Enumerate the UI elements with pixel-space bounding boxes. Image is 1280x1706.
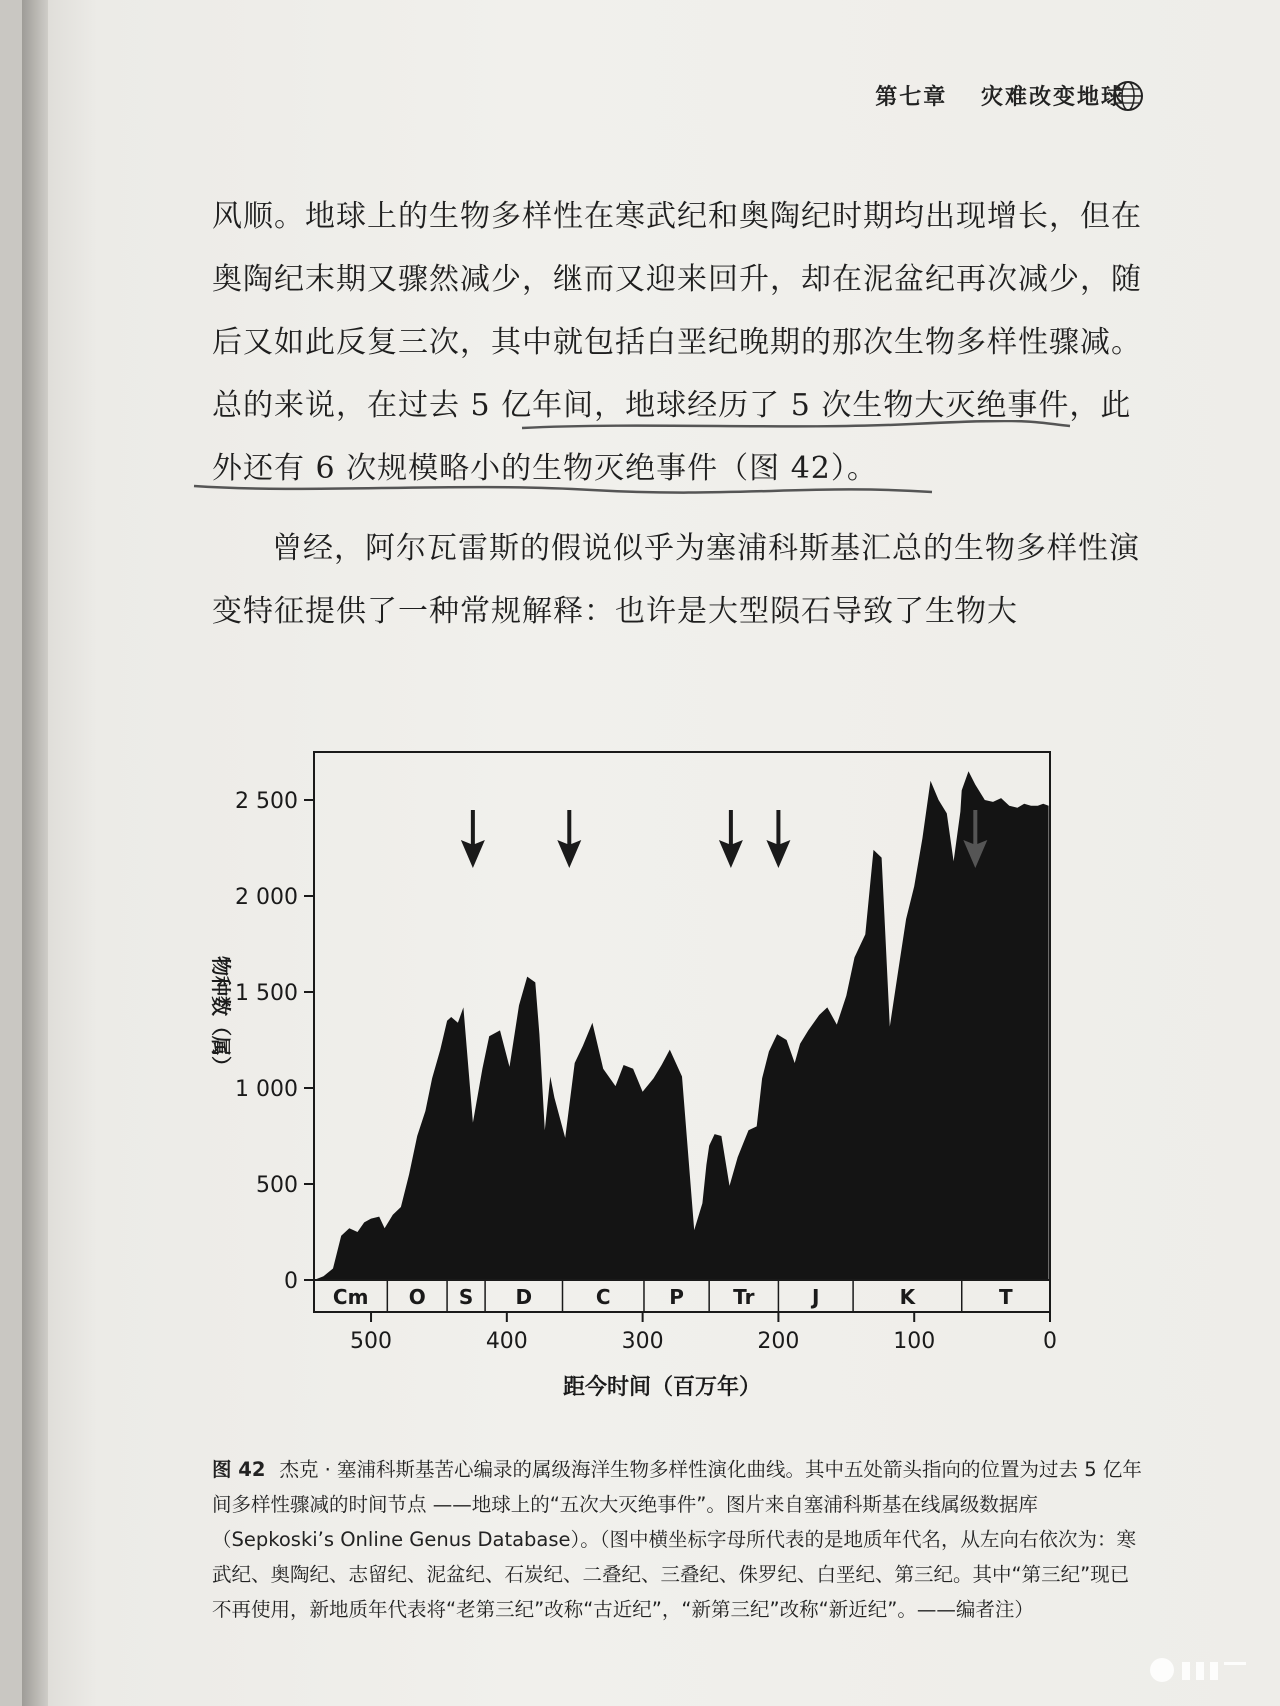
paragraph-2-text: 曾经，阿尔瓦雷斯的假说似乎为塞浦科斯基汇总的生物多样性演变特征提供了一种常规解释：也许是大型陨石导致了生物大 (212, 531, 1140, 629)
x-tick-label: 200 (757, 1329, 800, 1354)
period-label-c: C (595, 1285, 611, 1309)
body-paragraph-1: 风顺。地球上的生物多样性在寒武纪和奥陶纪时期均出现增长，但在奥陶纪末期又骤然减少，继而又迎来回升，却在泥盆纪再次减少，随后又如此反复三次，其中就包括白垩纪晚期的那次生物多样性骤减。总的来说，在过去 5 亿年间，地球经历了 5 次生物大灭绝事件，此外还有 6 次规模略小的生物灭绝事件（图 42）。 (212, 199, 1142, 486)
y-tick-label: 1 500 (235, 981, 298, 1006)
globe-icon (1112, 80, 1144, 112)
figure-caption (212, 1452, 1142, 1627)
x-axis-label: 距今时间（百万年） (562, 1375, 762, 1400)
x-tick-label: 0 (1043, 1329, 1057, 1354)
y-tick-label: 2 000 (235, 885, 298, 910)
x-tick-label: 500 (350, 1329, 393, 1354)
period-label-s: S (458, 1285, 474, 1309)
chapter-number: 第七章 (875, 85, 948, 110)
y-tick-label: 0 (284, 1269, 298, 1294)
book-page (22, 0, 1280, 1706)
y-tick-label: 500 (256, 1173, 298, 1198)
running-header (851, 80, 1125, 111)
period-label-tr: Tr (733, 1285, 755, 1309)
extinction-arrow-icon (766, 810, 790, 868)
period-label-p: P (669, 1285, 684, 1309)
period-label-t: T (999, 1285, 1013, 1309)
caption-text: 杰克 · 塞浦科斯基苦心编录的属级海洋生物多样性演化曲线。其中五处箭头指向的位置为过去 5 亿年间多样性骤减的时间节点 ——地球上的“五次大灭绝事件”。图片来自塞浦科斯基在线属级数据库（Sepkoski’s Online Genus Database）。（图中横坐标字母所代表的是地质年代名，从左向右依次为：寒武纪、奥陶纪、志留纪、泥盆纪、石炭纪、二叠纪、三叠纪、侏罗纪、白垩纪、第三纪。其中“第三纪”现已不再使用，新地质年代表将“老第三纪”改称“古近纪”，“新第三纪”改称“新近纪”。——编者注） (212, 1458, 1142, 1621)
y-axis-label: 物种数（属） (209, 956, 233, 1076)
x-tick-label: 100 (893, 1329, 936, 1354)
period-label-k: K (899, 1285, 916, 1309)
app-watermark-icon (1148, 1652, 1258, 1692)
body-paragraph-2 (212, 517, 1147, 643)
figure-label: 图 42 (212, 1458, 266, 1481)
extinction-arrow-icon (719, 810, 743, 868)
diversity-chart (192, 740, 1152, 1440)
pen-underline (192, 420, 1072, 510)
period-label-j: J (812, 1285, 820, 1309)
period-label-cm: Cm (332, 1285, 369, 1309)
period-label-o: O (408, 1285, 426, 1309)
y-tick-label: 2 500 (235, 789, 298, 814)
period-label-d: D (515, 1285, 533, 1309)
x-tick-label: 400 (485, 1329, 528, 1354)
book-spine (22, 0, 48, 1706)
x-tick-label: 300 (621, 1329, 664, 1354)
chapter-title: 灾难改变地球 (980, 85, 1125, 110)
y-tick-label: 1 000 (235, 1077, 298, 1102)
extinction-arrow-icon (557, 810, 581, 868)
diversity-area (314, 771, 1049, 1280)
extinction-arrow-icon (461, 810, 485, 868)
